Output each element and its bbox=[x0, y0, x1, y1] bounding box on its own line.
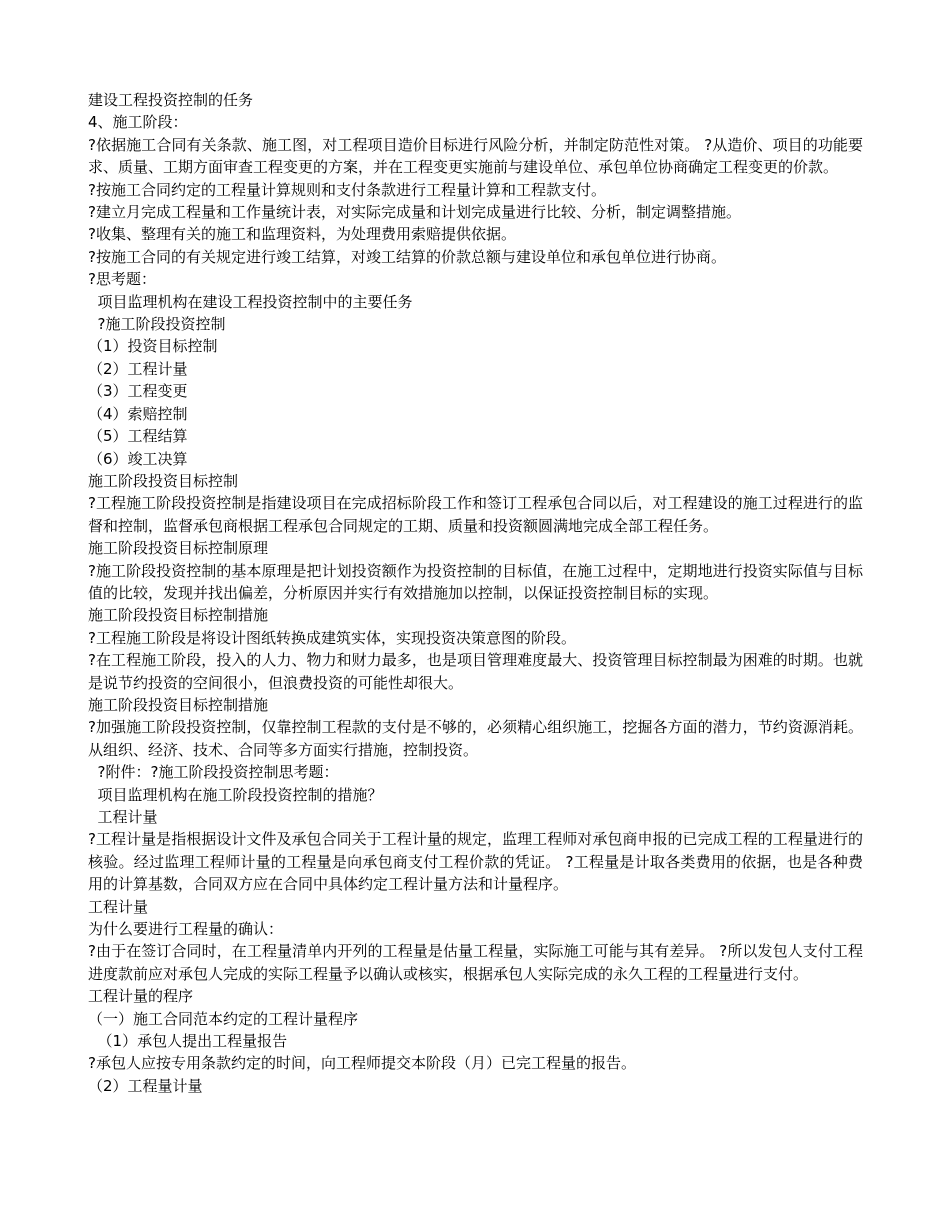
text-line: ?建立月完成工程量和工作量统计表，对实际完成量和计划完成量进行比较、分析，制定调整措施。 bbox=[88, 203, 741, 222]
text-line: （4）索赔控制 bbox=[88, 404, 188, 423]
text-line: （2）工程量计量 bbox=[88, 1076, 203, 1095]
text-line: 施工阶段投资目标控制措施 bbox=[88, 695, 269, 714]
text-line: 工程计量的程序 bbox=[88, 987, 194, 1006]
text-line: ?由于在签订合同时，在工程量清单内开列的工程量是估量工程量，实际施工可能与其有差异。 ?所以发包人支付工程进度款前应对承包人完成的实际工程量予以确认或核实，根据承包人实际完成的永久工程的工程量进行支付。 bbox=[88, 942, 863, 983]
text-line: （一）施工合同范本约定的工程计量程序 bbox=[88, 1009, 359, 1028]
text-line: ?收集、整理有关的施工和监理资料，为处理费用索赔提供依据。 bbox=[88, 225, 516, 244]
text-line: 项目监理机构在建设工程投资控制中的主要任务 bbox=[88, 292, 413, 311]
text-line: （3）工程变更 bbox=[88, 382, 188, 401]
text-line: ?工程施工阶段是将设计图纸转换成建筑实体，实现投资决策意图的阶段。 bbox=[88, 628, 576, 647]
text-line: 工程计量 bbox=[88, 808, 158, 826]
text-line: （2）工程计量 bbox=[88, 359, 188, 378]
text-line: 项目监理机构在施工阶段投资控制的措施？ bbox=[88, 785, 383, 804]
text-line: 施工阶段投资目标控制措施 bbox=[88, 606, 269, 625]
text-line: （6）竣工决算 bbox=[88, 449, 188, 468]
text-line: ?附件：?施工阶段投资控制思考题： bbox=[88, 763, 339, 782]
text-line: ?按施工合同约定的工程量计算规则和支付条款进行工程量计算和工程款支付。 bbox=[88, 180, 606, 199]
text-line: ?加强施工阶段投资控制，仅靠控制工程款的支付是不够的，必须精心组织施工，挖掘各方面的潜力，节约资源消耗。从组织、经济、技术、合同等多方面实行措施，控制投资。 bbox=[88, 718, 863, 759]
text-line: ?思考题： bbox=[88, 270, 156, 289]
text-line: ?在工程施工阶段，投入的人力、物力和财力最多，也是项目管理难度最大、投资管理目标控制最为困难的时期。也就是说节约投资的空间很小，但浪费投资的可能性却很大。 bbox=[88, 651, 863, 692]
text-line: （5）工程结算 bbox=[88, 427, 188, 446]
text-line: 建设工程投资控制的任务 bbox=[88, 91, 254, 109]
text-line: ?依据施工合同有关条款、施工图，对工程项目造价目标进行风险分析，并制定防范性对策。 ?从造价、项目的功能要求、质量、工期方面审查工程变更的方案，并在工程变更实施前与建设单位、承包单位协商确定工程变更的价款。 bbox=[88, 135, 863, 177]
text-line: 4、施工阶段： bbox=[88, 113, 188, 132]
text-line: ?工程施工阶段投资控制是指建设项目在完成招标阶段工作和签订工程承包合同以后，对工程建设的施工过程进行的监督和控制，监督承包商根据工程承包合同规定的工期、质量和投资额圆满地完成全部工程任务。 bbox=[88, 494, 863, 535]
text-line: （1）承包人提出工程量报告 bbox=[88, 1032, 288, 1051]
text-line: （1）投资目标控制 bbox=[88, 337, 218, 356]
text-line: 为什么要进行工程量的确认： bbox=[88, 920, 284, 939]
text-line: ?工程计量是指根据设计文件及承包合同关于工程计量的规定，监理工程师对承包商申报的已完成工程的工程量进行的核验。经过监理工程师计量的工程量是向承包商支付工程价款的凭证。 ?工程量是计取各类费用的依据，也是各种费用的计算基数，合同双方应在合同中具体约定工程计量方法和计量程序。 bbox=[88, 830, 863, 894]
text-line: 施工阶段投资目标控制 bbox=[88, 471, 239, 490]
text-line: ?施工阶段投资控制 bbox=[88, 315, 226, 334]
text-line: ?承包人应按专用条款约定的时间，向工程师提交本阶段（月）已完工程量的报告。 bbox=[88, 1054, 636, 1073]
document-body bbox=[88, 89, 863, 1097]
text-line: 施工阶段投资目标控制原理 bbox=[88, 539, 269, 558]
text-line: 工程计量 bbox=[88, 897, 149, 916]
text-line: ?按施工合同的有关规定进行竣工结算，对竣工结算的价款总额与建设单位和承包单位进行协商。 bbox=[88, 247, 726, 266]
text-line: ?施工阶段投资控制的基本原理是把计划投资额作为投资控制的目标值，在施工过程中，定期地进行投资实际值与目标值的比较，发现并找出偏差，分析原因并实行有效措施加以控制，以保证投资控制目标的实现。 bbox=[88, 561, 863, 602]
